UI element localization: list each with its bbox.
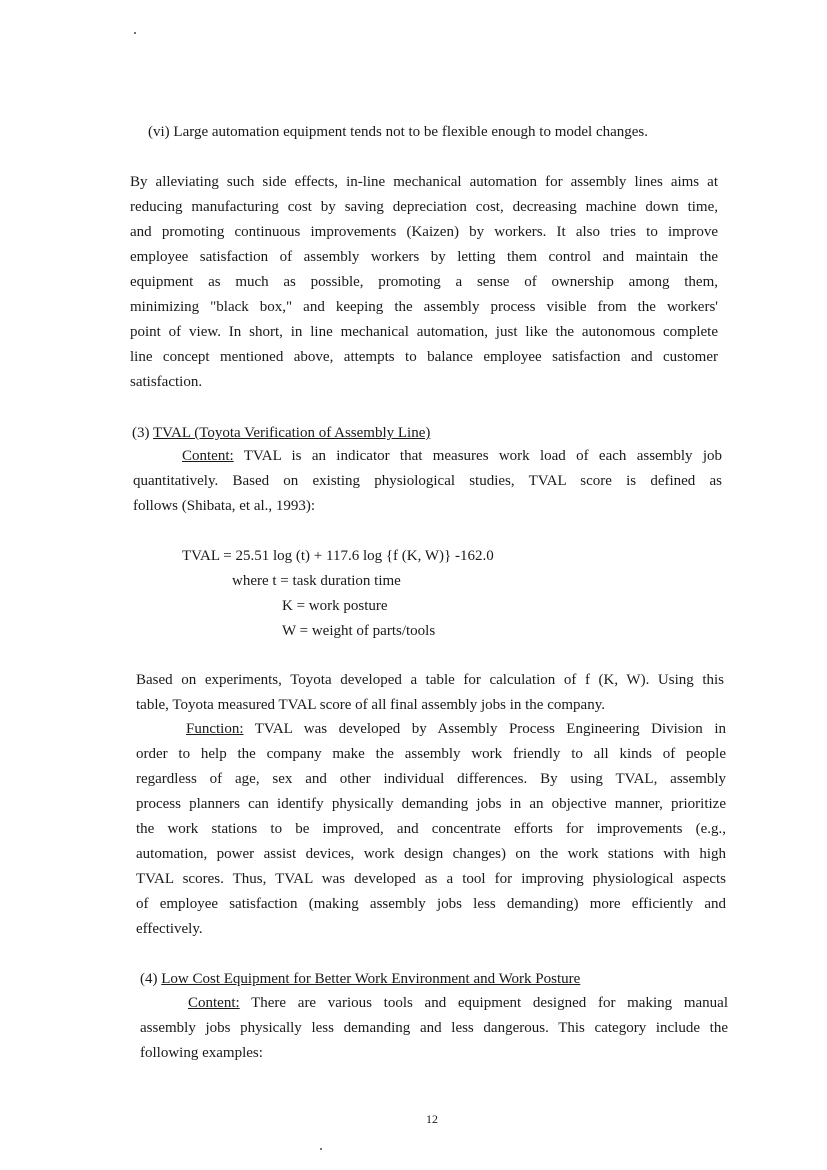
paragraph-line: order to help the company make the assembly work friendly to all kinds of people (136, 746, 726, 762)
paragraph-line: process planners can identify physically demanding jobs in an objective manner, prioritize (136, 796, 726, 812)
formula-definition-w: W = weight of parts/tools (282, 623, 436, 639)
paragraph-line: equipment as much as possible, promoting a sense of ownership among them, (130, 274, 718, 290)
tval-formula: TVAL = 25.51 log (t) + 117.6 log {f (K, W)} -162.0 (182, 548, 494, 564)
paragraph-line: Based on experiments, Toyota developed a table for calculation of f (K, W). Using this (136, 672, 724, 688)
paragraph-line: the work stations to be improved, and concentrate efforts for improvements (e.g., (136, 821, 726, 837)
function-paragraph-first-line (186, 720, 726, 738)
paragraph-line: quantitatively. Based on existing physiological studies, TVAL score is defined as (133, 473, 722, 489)
section-number: (4) (140, 971, 162, 987)
paragraph-line: follows (Shibata, et al., 1993): (133, 498, 316, 514)
content-text: There are various tools and equipment designed for making manual (239, 995, 728, 1011)
paragraph-line: following examples: (140, 1045, 263, 1061)
formula-definition-k: K = work posture (282, 598, 388, 614)
paragraph-line: effectively. (136, 921, 203, 937)
paragraph-line: TVAL scores. Thus, TVAL was developed as a tool for improving physiological aspects (136, 871, 726, 887)
formula-where: where t = task duration time (232, 573, 401, 589)
section-title: Low Cost Equipment for Better Work Environment and Work Posture (161, 971, 581, 987)
paragraph-line: regardless of age, sex and other individual differences. By using TVAL, assembly (136, 771, 726, 787)
content-label: Content: (182, 448, 234, 464)
section-heading-tval (132, 424, 430, 442)
paragraph-line: line concept mentioned above, attempts to balance employee satisfaction and customer (130, 349, 718, 365)
paragraph-line: and promoting continuous improvements (Kaizen) by workers. It also tries to improve (130, 224, 718, 240)
function-text: TVAL was developed by Assembly Process Engineering Division in (243, 721, 726, 737)
paragraph-line: of employee satisfaction (making assembly jobs less demanding) more efficiently and (136, 896, 726, 912)
list-item-vi: (vi) Large automation equipment tends not to be flexible enough to model changes. (148, 124, 649, 140)
page-number: 12 (426, 1112, 438, 1126)
content-paragraph-first-line (182, 447, 722, 465)
section-number: (3) (132, 425, 153, 441)
content-label: Content: (188, 995, 240, 1011)
paragraph-line: reducing manufacturing cost by saving depreciation cost, decreasing machine down time, (130, 199, 718, 215)
scan-speck (134, 32, 136, 34)
paragraph-line: table, Toyota measured TVAL score of all final assembly jobs in the company. (136, 697, 605, 713)
content-text: TVAL is an indicator that measures work load of each assembly job (233, 448, 722, 464)
section-title: TVAL (Toyota Verification of Assembly Line) (152, 425, 431, 441)
paragraph-line: automation, power assist devices, work design changes) on the work stations with high (136, 846, 726, 862)
paragraph-line: By alleviating such side effects, in-line mechanical automation for assembly lines aims at (130, 174, 718, 190)
function-label: Function: (186, 721, 244, 737)
scan-speck (320, 1148, 322, 1150)
paragraph-line: employee satisfaction of assembly workers by letting them control and maintain the (130, 249, 718, 265)
paragraph-line: satisfaction. (130, 374, 203, 390)
content-paragraph-first-line (188, 994, 728, 1012)
paragraph-line: assembly jobs physically less demanding and less dangerous. This category include the (140, 1020, 728, 1036)
paragraph-line: point of view. In short, in line mechanical automation, just like the autonomous complete (130, 324, 718, 340)
section-heading-low-cost-equipment (140, 970, 580, 988)
paragraph-line: minimizing "black box," and keeping the assembly process visible from the workers' (130, 299, 718, 315)
